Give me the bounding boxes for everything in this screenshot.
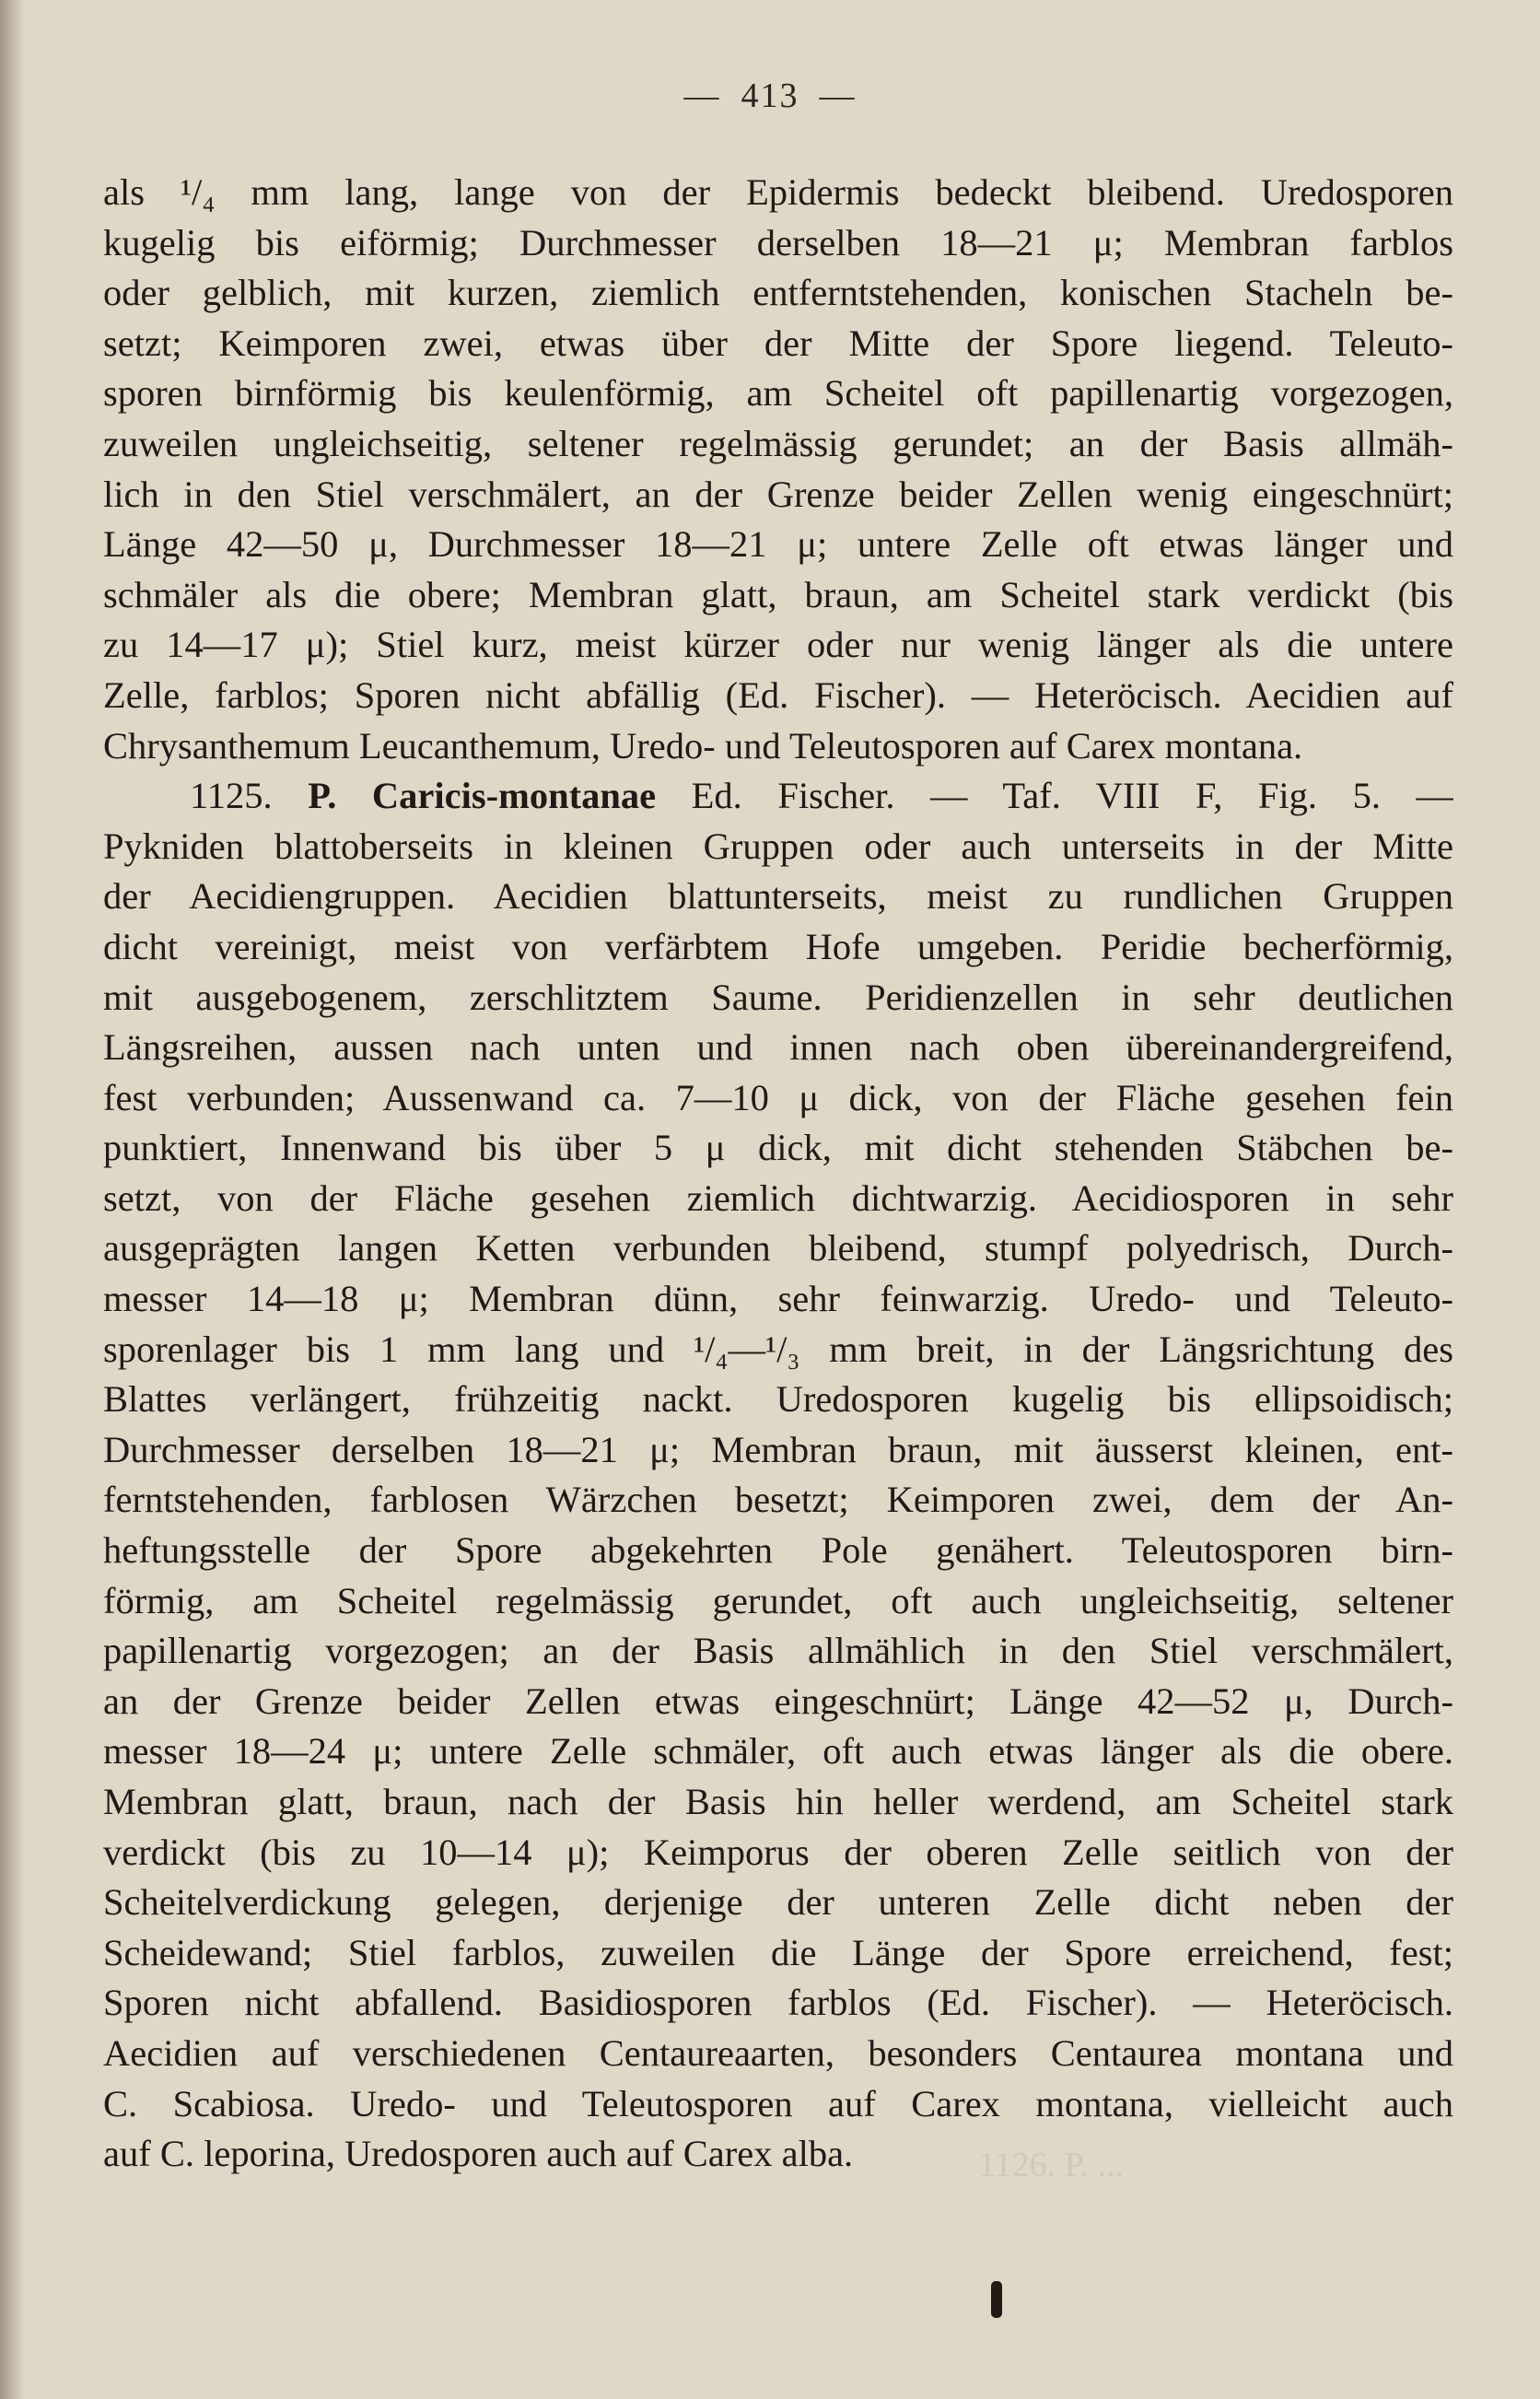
text-line: Zelle, farblos; Sporen nicht abfällig (Ed. Fischer). — Heteröcisch. Aecidien auf — [103, 673, 1453, 716]
text-line: lich in den Stiel verschmälert, an der Grenze beider Zellen wenig eingeschnürt; — [103, 473, 1453, 515]
text-line: messer 18—24 μ; untere Zelle schmäler, oft auch etwas länger als die obere. — [103, 1730, 1453, 1773]
entry-number: 1125. — [190, 775, 273, 817]
text-line: setzt; Keimporen zwei, etwas über der Mitte der Spore liegend. Teleuto- — [103, 322, 1453, 364]
text-line: kugelig bis eiförmig; Durchmesser derselben 18—21 μ; Membran farblos — [103, 221, 1453, 263]
text-line: ferntstehenden, farblosen Wärzchen besetzt; Keimporen zwei, dem der An- — [103, 1479, 1453, 1521]
species-name: P. Caricis-montanae — [308, 775, 657, 817]
text-line: dicht vereinigt, meist von verfärbtem Hofe umgeben. Peridie becherförmig, — [103, 925, 1453, 967]
text-line: Länge 42—50 μ, Durchmesser 18—21 μ; untere Zelle oft etwas länger und — [103, 523, 1453, 566]
text-line: setzt, von der Fläche gesehen ziemlich dichtwarzig. Aecidiosporen in sehr — [103, 1176, 1453, 1219]
text-line: sporenlager bis 1 mm lang und ¹/₄—¹/₃ mm breit, in der Längsrichtung des — [103, 1328, 1453, 1370]
header-right-dash: — — [819, 76, 857, 115]
text-line: mit ausgebogenem, zerschlitztem Saume. Peridienzellen in sehr deutlichen — [103, 976, 1453, 1018]
text-line: Scheidewand; Stiel farblos, zuweilen die Länge der Spore erreichend, fest; — [103, 1931, 1453, 1973]
page-edge-shadow — [0, 0, 24, 2399]
text-line: zuweilen ungleichseitig, seltener regelmässig gerundet; an der Basis allmäh- — [103, 422, 1453, 464]
text-line: fest verbunden; Aussenwand ca. 7—10 μ dick, von der Fläche gesehen fein — [103, 1076, 1453, 1118]
text-line: zu 14—17 μ); Stiel kurz, meist kürzer oder nur wenig länger als die untere — [103, 624, 1453, 666]
text-line: heftungsstelle der Spore abgekehrten Pole genähert. Teleutosporen birn- — [103, 1529, 1453, 1572]
text-line: sporen birnförmig bis keulenförmig, am Scheitel oft papillenartig vorgezogen, — [103, 372, 1453, 415]
entry-heading-rest: Ed. Fischer. — Taf. VIII F, Fig. 5. — — [691, 775, 1453, 817]
text-line: der Aecidiengruppen. Aecidien blattunterseits, meist zu rundlichen Gruppen — [103, 875, 1453, 918]
body-text — [103, 168, 1453, 2184]
text-line: Chrysanthemum Leucanthemum, Uredo- und Teleutosporen auf Carex montana. — [103, 724, 1303, 767]
text-line: Durchmesser derselben 18—21 μ; Membran braun, mit äusserst kleinen, ent- — [103, 1428, 1453, 1470]
text-line: punktiert, Innenwand bis über 5 μ dick, mit dicht stehenden Stäbchen be- — [103, 1127, 1453, 1169]
text-line: Pykniden blattoberseits in kleinen Gruppen oder auch unterseits in der Mitte — [103, 825, 1453, 867]
page-header — [0, 76, 1540, 116]
text-line: förmig, am Scheitel regelmässig gerundet, oft auch ungleichseitig, seltener — [103, 1579, 1453, 1621]
text-line: messer 14—18 μ; Membran dünn, sehr feinwarzig. Uredo- und Teleuto- — [103, 1278, 1453, 1320]
text-line: papillenartig vorgezogen; an der Basis allmählich in den Stiel verschmälert, — [103, 1630, 1453, 1672]
text-line: Membran glatt, braun, nach der Basis hin heller werdend, am Scheitel stark — [103, 1781, 1453, 1822]
text-line: Aecidien auf verschiedenen Centaureaarten, besonders Centaurea montana und — [103, 2031, 1453, 2074]
text-line: schmäler als die obere; Membran glatt, braun, am Scheitel stark verdickt (bis — [103, 573, 1453, 615]
text-line: Blattes verlängert, frühzeitig nackt. Uredosporen kugelig bis ellipsoidisch; — [103, 1378, 1453, 1421]
header-left-dash: — — [683, 76, 721, 115]
page-number: 413 — [741, 76, 799, 115]
text-line: an der Grenze beider Zellen etwas eingeschnürt; Länge 42—52 μ, Durch- — [103, 1679, 1453, 1722]
text-line: als ¹/₄ mm lang, lange von der Epidermis bedeckt bleibend. Uredosporen — [103, 171, 1453, 213]
text-line: Sporen nicht abfallend. Basidiosporen farblos (Ed. Fischer). — Heteröcisch. — [103, 1982, 1453, 2024]
text-line: Längsreihen, aussen nach unten und innen nach oben übereinandergreifend, — [103, 1026, 1453, 1069]
text-line: auf C. leporina, Uredosporen auch auf Carex alba. — [103, 2133, 854, 2175]
entry-heading — [103, 771, 1453, 822]
text-line: verdickt (bis zu 10—14 μ); Keimporus der oberen Zelle seitlich von der — [103, 1831, 1453, 1873]
text-line: oder gelblich, mit kurzen, ziemlich entferntstehenden, konischen Stacheln be- — [103, 272, 1453, 314]
text-line: ausgeprägten langen Ketten verbunden bleibend, stumpf polyedrisch, Durch- — [103, 1227, 1453, 1270]
text-line: C. Scabiosa. Uredo- und Teleutosporen auf Carex montana, vielleicht auch — [103, 2082, 1453, 2124]
text-line: Scheitelverdickung gelegen, derjenige der unteren Zelle dicht neben der — [103, 1881, 1453, 1924]
ink-speck — [991, 2281, 1002, 2318]
show-through-text: 1126. P. ... — [978, 2146, 1125, 2184]
